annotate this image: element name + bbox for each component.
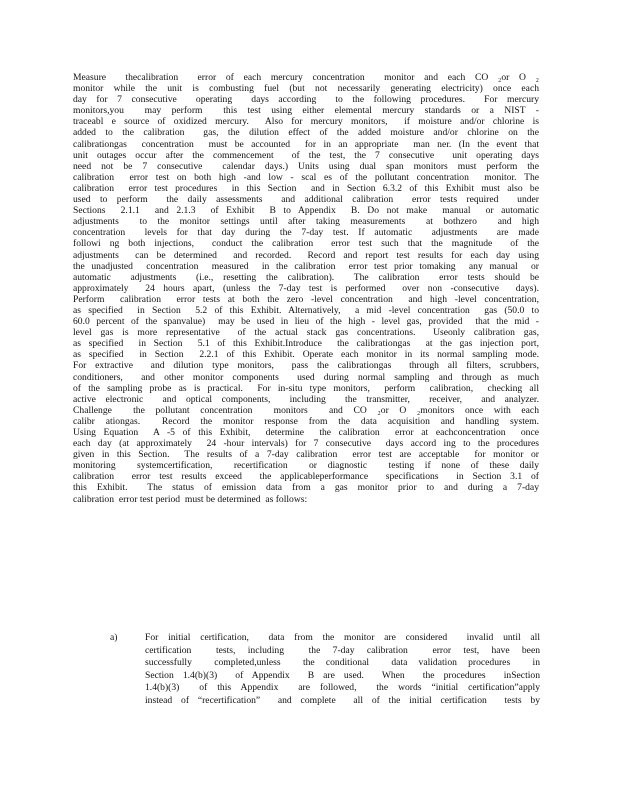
paragraph-line: approximately 24 hours apart, (unless the 7-day test is performed over non -consecutive days).	[73, 282, 539, 294]
paragraph-line: monitoring systemcertification, recertification or diagnostic testing if none of these daily	[73, 460, 539, 472]
paragraph-line: automatic adjustments (i.e., resetting the calibration). The calibration error tests should be	[73, 271, 539, 283]
paragraph-line: given in this Section. The results of a 7-day calibration error test are acceptable for monitor or	[73, 449, 539, 461]
paragraph-line: calibration error test on both high -and low - scal es of the pollutant concentration monitor. The	[73, 171, 539, 183]
paragraph-line: Perform calibration error tests at both the zero -level concentration and high -level concentration,	[73, 293, 539, 305]
paragraph-line: unit outages occur after the commencement of the test, the 7 consecutive unit operating days	[73, 149, 539, 161]
paragraph-line: of the sampling probe as is practical. For in-situ type monitors, perform calibration, checking all	[73, 382, 539, 394]
paragraph-line: used to perform the daily assessments and additional calibration error tests required under	[73, 194, 539, 206]
list-item-line: certification tests, including the 7-day calibration error test, have been	[145, 644, 540, 656]
paragraph-line: conditioners, and other monitor components used during normal sampling and through as much	[73, 371, 539, 383]
list-item-label: a)	[110, 632, 118, 643]
paragraph-line: as specified in Section 5.1 of this Exhibit.Introduce the calibrationgas at the gas injection port,	[73, 338, 539, 350]
paragraph-line: this Exhibit. The status of emission data from a gas monitor prior to and during a 7-day	[73, 482, 539, 494]
paragraph-line: added to the calibration gas, the dilution effect of the added moisture and/or chlorine on the	[73, 127, 539, 139]
paragraph-line: Using Equation A -5 of this Exhibit, determine the calibration error at eachconcentration once	[73, 427, 539, 438]
paragraph-line: 60.0 percent of the spanvalue) may be used in lieu of the high - level gas, provided that the mid -	[73, 316, 539, 328]
paragraph-line: each day (at approximately 24 -hour intervals) for 7 consecutive days accord ing to the procedures	[73, 438, 539, 450]
paragraph-line: the unadjusted concentration measured in the calibration error test prior tomaking any manual or	[73, 260, 539, 272]
paragraph-line: calibr ationgas. Record the monitor response from the data acquisition and handling system.	[73, 415, 539, 427]
paragraph-line: calibration error test results exceed the applicableperformance specifications in Section 3.1 of	[73, 471, 539, 483]
list-item-line: 1.4(b)(3) of this Appendix are followed, the words “initial certification”apply	[145, 682, 540, 694]
paragraph-line: calibration error test period must be determined as follows:	[73, 493, 308, 505]
paragraph-line: need not be 7 consecutive calendar days.) Units using dual span monitors must perform the	[73, 160, 539, 172]
paragraph-line: For extractive and dilution type monitors, pass the calibrationgas through all filters, scrubbers,	[73, 360, 539, 372]
paragraph-line: adjustments to the monitor settings until after taking measurements at bothzero and high	[73, 216, 539, 228]
list-item-line: Section 1.4(b)(3) of Appendix B are used. When the procedures inSection	[145, 669, 540, 681]
list-item-line: instead of “recertification” and complete all of the initial certification tests by	[145, 694, 540, 706]
body-paragraph	[73, 72, 539, 505]
paragraph-line: Measure thecalibration error of each mercury concentration monitor and each CO ₂or O ₂	[73, 72, 539, 83]
list-item-line: For initial certification, data from the monitor are considered invalid until all	[145, 632, 540, 643]
paragraph-line: as specified in Section 5.2 of this Exhibit. Alternatively, a mid -level concentration gas (50.0 to	[73, 304, 539, 316]
paragraph-line: calibrationgas concentration must be accounted for in an appropriate man ner. (In the event that	[73, 138, 539, 150]
paragraph-line: traceabl e source of oxidized mercury. Also for mercury monitors, if moisture and/or chlorine is	[73, 116, 539, 128]
paragraph-line: calibration error test procedures in this Section and in Section 6.3.2 of this Exhibit must also be	[73, 182, 539, 194]
paragraph-line: level gas is more representative of the actual stack gas concentrations. Useonly calibration gas,	[73, 327, 539, 339]
list-item-text	[145, 632, 540, 708]
paragraph-line: active electronic and optical components, including the transmitter, receiver, and analyzer.	[73, 393, 539, 405]
list-item-line: successfully completed,unless the conditional data validation procedures in	[145, 657, 540, 669]
paragraph-line: Challenge the pollutant concentration monitors and CO ₂or O ₂monitors once with each	[73, 404, 539, 416]
paragraph-line: monitor while the unit is combusting fuel (but not necessarily generating electricity) once each	[73, 83, 539, 95]
paragraph-line: concentration levels for that day during the 7-day test. If automatic adjustments are made	[73, 227, 539, 239]
paragraph-line: Sections 2.1.1 and 2.1.3 of Exhibit B to Appendix B. Do not make manual or automatic	[73, 205, 539, 217]
paragraph-line: monitors,you may perform this test using either elemental mercury standards or a NIST -	[73, 105, 539, 117]
paragraph-line: day for 7 consecutive operating days according to the following procedures. For mercury	[73, 94, 539, 106]
paragraph-line: followi ng both injections, conduct the calibration error test such that the magnitude of the	[73, 238, 539, 250]
paragraph-line: adjustments can be determined and recorded. Record and report test results for each day using	[73, 249, 539, 261]
paragraph-line: as specified in Section 2.2.1 of this Exhibit. Operate each monitor in its normal sampling mode.	[73, 349, 539, 361]
